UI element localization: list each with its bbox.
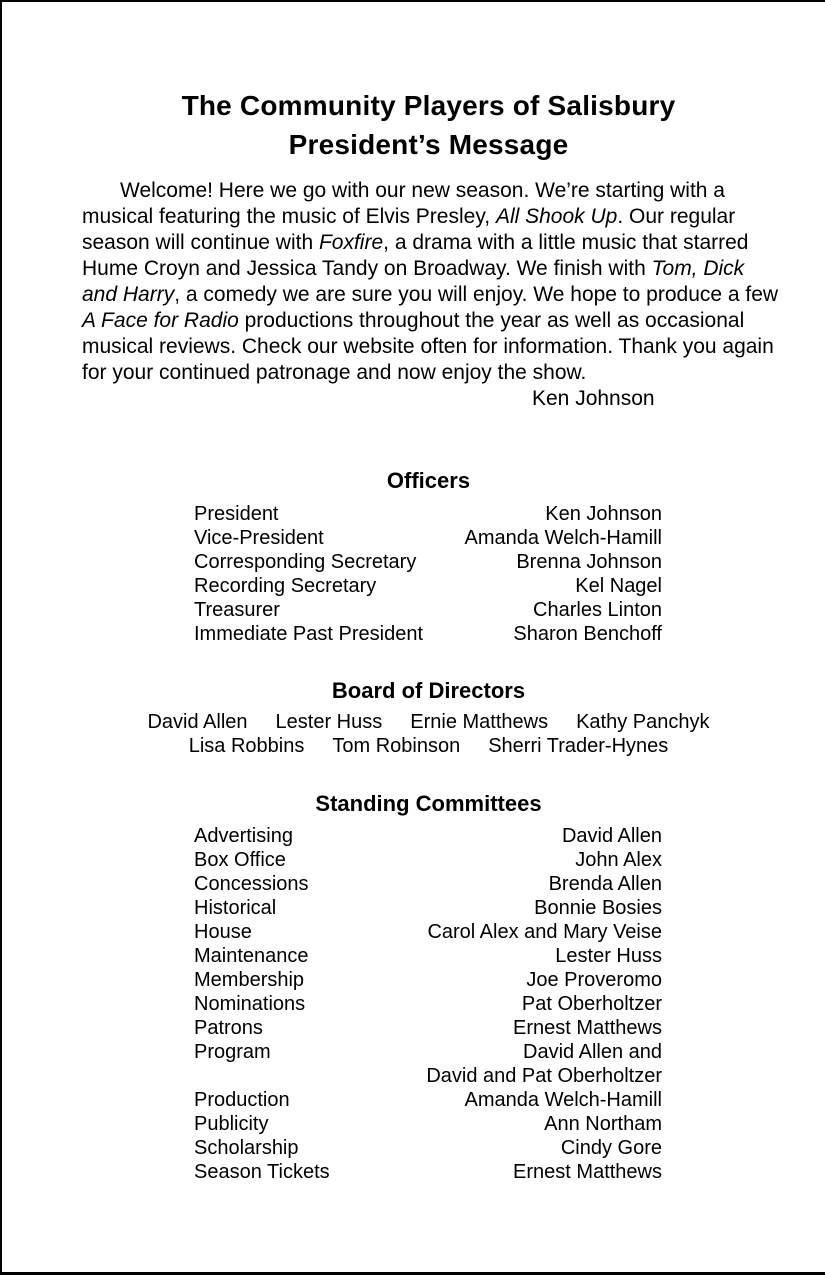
page-content (30, 86, 825, 1184)
committee-row-role: Publicity (194, 1113, 269, 1135)
committee-row-name: Lester Huss (555, 945, 662, 967)
officer-row-role: Immediate Past President (194, 623, 423, 645)
board-member-name: Lester Huss (275, 711, 383, 733)
board-member-name: Kathy Panchyk (576, 711, 710, 733)
committee-row-name: David Allen (561, 825, 662, 847)
show-title-italic: A Face for Radio (82, 309, 239, 332)
committee-row (194, 1040, 662, 1064)
committee-row (194, 1112, 662, 1136)
officer-row-name: Kel Nagel (575, 575, 662, 597)
committee-row (194, 824, 662, 848)
committee-row-name: David and Pat Oberholtzer (426, 1065, 662, 1087)
committee-row-name: Ernest Matthews (513, 1017, 662, 1039)
committee-row (194, 896, 662, 920)
committee-row (194, 968, 662, 992)
show-title-italic: Tom, Dick and Harry (82, 257, 745, 306)
officer-row (194, 550, 662, 574)
committee-row-name: Cindy Gore (560, 1137, 662, 1159)
message-text: productions throughout the year as well as occasional musical reviews. Check our website often for information. Thank you again for your continued patronage and now enjoy the show. (82, 309, 774, 384)
committee-row-name: John Alex (575, 849, 662, 871)
committees-list (194, 824, 662, 1184)
officer-row-name: Amanda Welch-Hamill (464, 527, 662, 549)
board-line (30, 734, 825, 758)
board-member-name: Sherri Trader-Hynes (488, 735, 669, 757)
committee-row-name: Ann Northam (544, 1113, 662, 1135)
committee-row-role: Box Office (194, 849, 286, 871)
officer-row-name: Ken Johnson (545, 503, 662, 525)
committee-row-role: Historical (194, 897, 277, 919)
message-text: Welcome! Here we go with our new season. We’re starting with a musical featuring the music of Elvis Presley, (82, 179, 725, 228)
committees-heading: Standing Committees (315, 791, 542, 816)
message-text: . Our regular season will continue with (82, 205, 736, 254)
committee-row (194, 1160, 662, 1184)
officer-row (194, 502, 662, 526)
committee-row-role: House (194, 921, 252, 943)
page-title (30, 86, 825, 164)
committee-row-name: Ernest Matthews (513, 1161, 662, 1183)
committee-row-role: Patrons (194, 1017, 263, 1039)
committee-row-name: Pat Oberholtzer (521, 993, 662, 1015)
board-member-name: Lisa Robbins (188, 735, 305, 757)
officer-row-name: Brenna Johnson (516, 551, 662, 573)
committee-row-role: Membership (194, 969, 305, 991)
officer-row-role: President (194, 503, 279, 525)
board-heading: Board of Directors (331, 678, 526, 703)
officer-row-name: Sharon Benchoff (513, 623, 662, 645)
committee-row-name: Amanda Welch-Hamill (464, 1089, 662, 1111)
committee-row-role: Concessions (194, 873, 309, 895)
committee-row-role: Advertising (194, 825, 293, 847)
message-text: , a comedy we are sure you will enjoy. We hope to produce a few (174, 283, 779, 306)
page-title-line2: President’s Message (288, 129, 569, 160)
committee-row (194, 944, 662, 968)
presidents-message-paragraph (82, 178, 782, 386)
officer-row-role: Corresponding Secretary (194, 551, 417, 573)
committee-row (194, 1016, 662, 1040)
show-title-italic: All Shook Up (495, 205, 618, 228)
committee-row (194, 848, 662, 872)
committee-row (194, 992, 662, 1016)
officer-row (194, 526, 662, 550)
page-title-line1: The Community Players of Salisbury (181, 90, 676, 121)
officers-list (194, 502, 662, 646)
officer-row (194, 622, 662, 646)
committee-row-role: Season Tickets (194, 1161, 330, 1183)
committee-row (194, 1088, 662, 1112)
signature: Ken Johnson (532, 387, 655, 410)
committee-row-name: Carol Alex and Mary Veise (427, 921, 662, 943)
committee-row-name: Brenda Allen (548, 873, 662, 895)
board-of-directors-list (30, 710, 825, 758)
committee-row-role: Production (194, 1089, 290, 1111)
show-title-italic: Foxfire (318, 231, 384, 254)
board-member-name: Ernie Matthews (410, 711, 549, 733)
officer-row-role: Vice-President (194, 527, 324, 549)
officer-row-role: Treasurer (194, 599, 280, 621)
board-member-name: Tom Robinson (332, 735, 461, 757)
committee-row-role: Program (194, 1041, 271, 1063)
officer-row-role: Recording Secretary (194, 575, 377, 597)
message-text: , a drama with a little music that starred Hume Croyn and Jessica Tandy on Broadway. We finish with (82, 231, 749, 280)
committee-row (194, 872, 662, 896)
board-member-name: David Allen (147, 711, 248, 733)
committee-row-role: Scholarship (194, 1137, 299, 1159)
committee-row-role: Maintenance (194, 945, 309, 967)
committee-row-name: Bonnie Bosies (534, 897, 662, 919)
officer-row (194, 598, 662, 622)
officer-row (194, 574, 662, 598)
board-line (30, 710, 825, 734)
committee-row-name: Joe Proveromo (526, 969, 662, 991)
officers-heading: Officers (386, 468, 471, 493)
committee-row (194, 1064, 662, 1088)
committee-row-role: Nominations (194, 993, 306, 1015)
committee-row-name: David Allen and (523, 1041, 662, 1063)
committee-row (194, 920, 662, 944)
committee-row (194, 1136, 662, 1160)
officer-row-name: Charles Linton (533, 599, 662, 621)
